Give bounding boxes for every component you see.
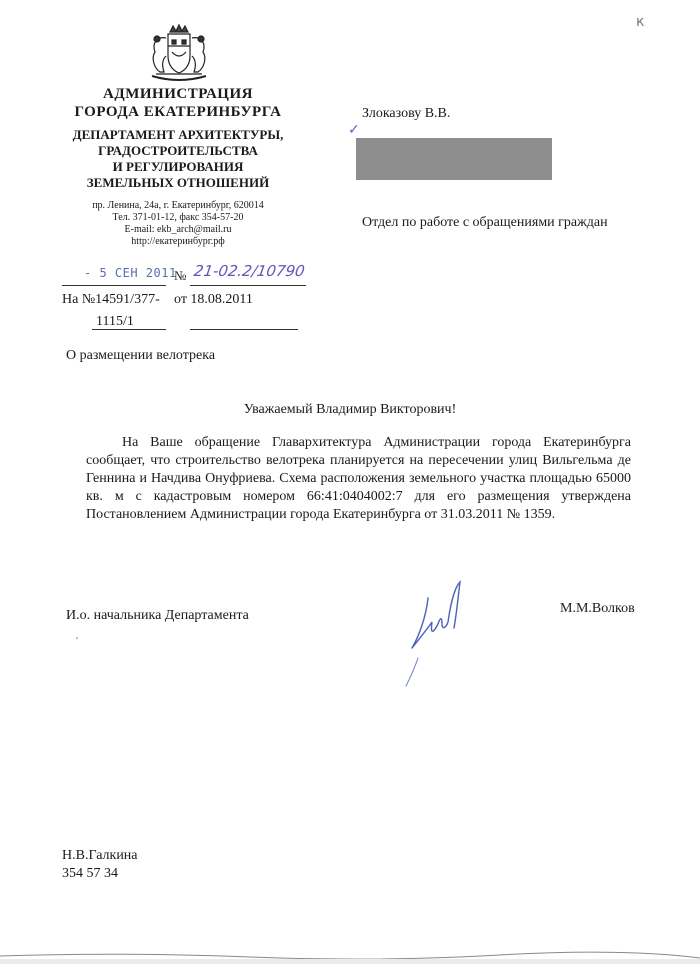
reference-number-cont: 1115/1	[96, 314, 134, 329]
number-underline	[190, 285, 306, 286]
small-mark: ʹ	[76, 636, 79, 647]
department-line2: ГРАДОСТРОИТЕЛЬСТВА	[98, 143, 258, 158]
department-line4: ЗЕМЕЛЬНЫХ ОТНОШЕНИЙ	[86, 175, 270, 190]
executor-name: Н.В.Галкина	[62, 848, 138, 863]
recipient-name: Злоказову В.В.	[362, 106, 451, 121]
date-underline	[62, 285, 166, 286]
number-sign: №	[174, 268, 187, 283]
contacts-block	[40, 200, 316, 248]
org-name-line1: АДМИНИСТРАЦИЯ	[103, 86, 253, 102]
executor-phone: 354 57 34	[62, 866, 118, 881]
website: http://екатеринбург.рф	[131, 236, 225, 247]
redacted-address-block	[356, 138, 552, 180]
address: пр. Ленина, 24а, г. Екатеринбург, 620014	[92, 200, 264, 211]
recipient-department: Отдел по работе с обращениями граждан	[362, 215, 608, 230]
reference-date-underline	[190, 329, 298, 330]
signatory-name: М.М.Волков	[560, 601, 635, 616]
department-line3: И РЕГУЛИРОВАНИЯ	[112, 159, 244, 174]
check-mark-icon: ✓	[348, 122, 360, 138]
org-name-line2: ГОРОДА ЕКАТЕРИНБУРГА	[74, 104, 282, 120]
reference-number: На №14591/377-	[62, 292, 160, 307]
email: E-mail: ekb_arch@mail.ru	[124, 224, 232, 235]
phone-fax: Тел. 371-01-12, факс 354-57-20	[112, 212, 244, 223]
greeting: Уважаемый Владимир Викторович!	[243, 402, 457, 417]
letter-subject: О размещении велотрека	[66, 348, 216, 363]
outgoing-number-handwritten: 21-02.2/10790	[192, 262, 306, 280]
handwritten-signature	[398, 578, 478, 690]
coat-of-arms-emblem	[146, 22, 212, 84]
letter-body	[86, 434, 631, 524]
reference-date: от 18.08.2011	[174, 292, 253, 307]
corner-handwritten-mark: к	[636, 14, 645, 30]
signatory-title: И.о. начальника Департамента	[66, 608, 249, 623]
department-line1: ДЕПАРТАМЕНТ АРХИТЕКТУРЫ,	[72, 127, 284, 142]
body-paragraph: На Ваше обращение Главархитектура Администрации города Екатеринбурга сообщает, что строительство велотрека планируется на пересечении улиц Вильгельма де Геннина и Начдива Онуфриева. Схема расположения земельного участка площадью 65000 кв. м с кадастровым номером 66:41:0404002:7 для его размещения утверждена Постановлением Администрации города Екатеринбурга от 31.03.2011 № 1359.	[86, 435, 631, 522]
reference-underline	[92, 329, 166, 330]
outgoing-date-stamp: - 5 СЕН 2011	[84, 266, 177, 280]
scan-bottom-edge	[0, 950, 700, 964]
